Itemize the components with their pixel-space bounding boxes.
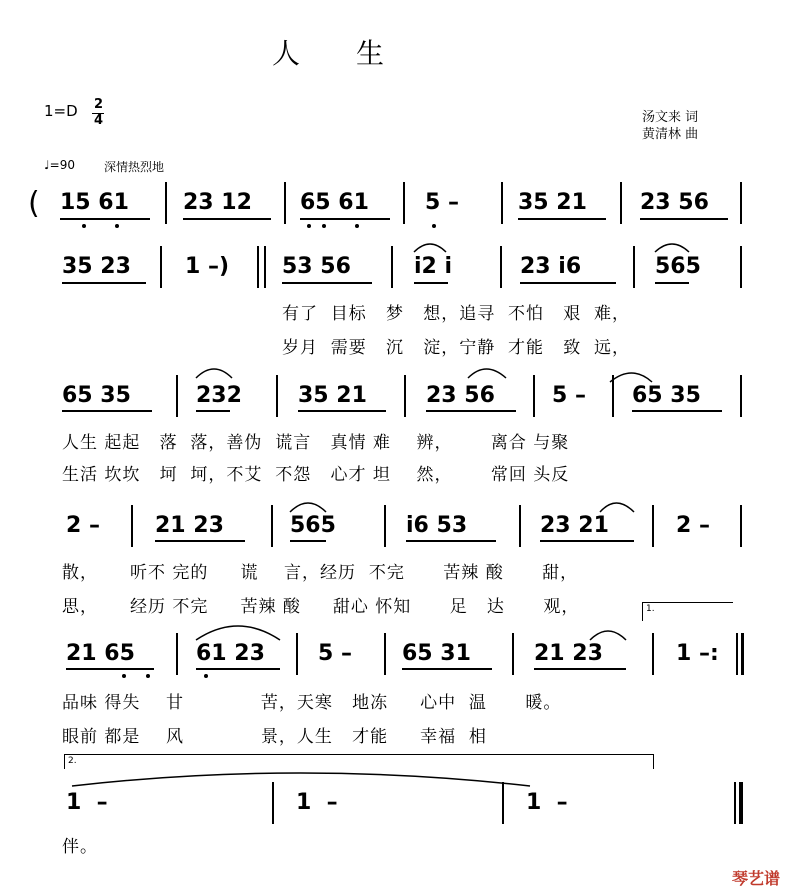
measure-notes: 23 56 (426, 383, 495, 408)
measure-notes: 35 21 (298, 383, 367, 408)
measure-notes: 35 21 (518, 190, 587, 215)
measure-notes: 23 21 (540, 513, 609, 538)
measure-notes: 5 – (318, 641, 352, 666)
tempo-mark: ♩=90 (44, 158, 75, 172)
time-signature-bottom: 4 (94, 113, 104, 128)
measure-notes: 1 – (526, 790, 568, 815)
time-signature-top: 2 (94, 97, 104, 112)
measure-notes: 53 56 (282, 254, 351, 279)
lyrics-line: 岁月 需要 沉 淀，宁静 才能 致 远， (282, 338, 631, 358)
volta-1-label: 1. (646, 604, 655, 614)
repeat-open-paren: ( (28, 186, 40, 221)
measure-notes: 61 23 (196, 641, 265, 666)
measure-notes: i2 i (414, 254, 453, 279)
measure-notes: 2 – (66, 513, 100, 538)
measure-notes: 21 23 (534, 641, 603, 666)
measure-notes: 5 – (425, 190, 459, 215)
lyrics-line: 生活 坎坎 坷 坷，不艾 不怨 心才 坦 然， 常回 头反 (62, 465, 570, 485)
measure-notes: 1 –) (185, 254, 230, 279)
page-title: 人 生 (272, 37, 385, 70)
watermark-logo: 琴艺谱 (731, 869, 780, 888)
lyrics-line: 有了 目标 梦 想，追寻 不怕 艰 难， (282, 304, 631, 324)
measure-notes: 21 65 (66, 641, 135, 666)
measure-notes: 65 35 (62, 383, 131, 408)
expression-mark: 深情热烈地 (104, 160, 165, 174)
volta-2-label: 2. (68, 756, 77, 766)
measure-notes: 1 – (296, 790, 338, 815)
measure-notes: 15 61 (60, 190, 129, 215)
measure-notes: 565 (290, 513, 336, 538)
lyrics-line: 散， 听不 完的 谎 言，经历 不完 苦辣 酸 甜， (62, 563, 579, 583)
lyrics-line: 思， 经历 不完 苦辣 酸 甜心 怀知 足 达 观， (62, 597, 580, 617)
measure-notes: 23 56 (640, 190, 709, 215)
measure-notes: 65 61 (300, 190, 369, 215)
measure-notes: 65 35 (632, 383, 701, 408)
measure-notes: 65 31 (402, 641, 471, 666)
measure-notes: 21 23 (155, 513, 224, 538)
measure-notes: 23 12 (183, 190, 252, 215)
measure-notes: 35 23 (62, 254, 131, 279)
measure-notes: 565 (655, 254, 701, 279)
measure-notes: 1 –: (676, 641, 719, 666)
lyricist-credit: 汤文来 词 (642, 110, 699, 125)
measure-notes: 23 i6 (520, 254, 582, 279)
lyrics-line: 眼前 都是 风 景，人生 才能 幸福 相 (62, 727, 487, 747)
measure-notes: 1 – (66, 790, 108, 815)
lyrics-line: 人生 起起 落 落，善伪 谎言 真情 难 辨， 离合 与聚 (62, 433, 570, 453)
composer-credit: 黄清林 曲 (642, 127, 699, 142)
measure-notes: 2 – (676, 513, 710, 538)
lyrics-line: 品味 得失 甘 苦，天寒 地冻 心中 温 暖。 (62, 693, 562, 713)
lyrics-line: 伴。 (62, 837, 98, 857)
measure-notes: i6 53 (406, 513, 468, 538)
key-signature: 1=D (44, 102, 78, 120)
measure-notes: 5 – (552, 383, 586, 408)
measure-notes: 232 (196, 383, 242, 408)
